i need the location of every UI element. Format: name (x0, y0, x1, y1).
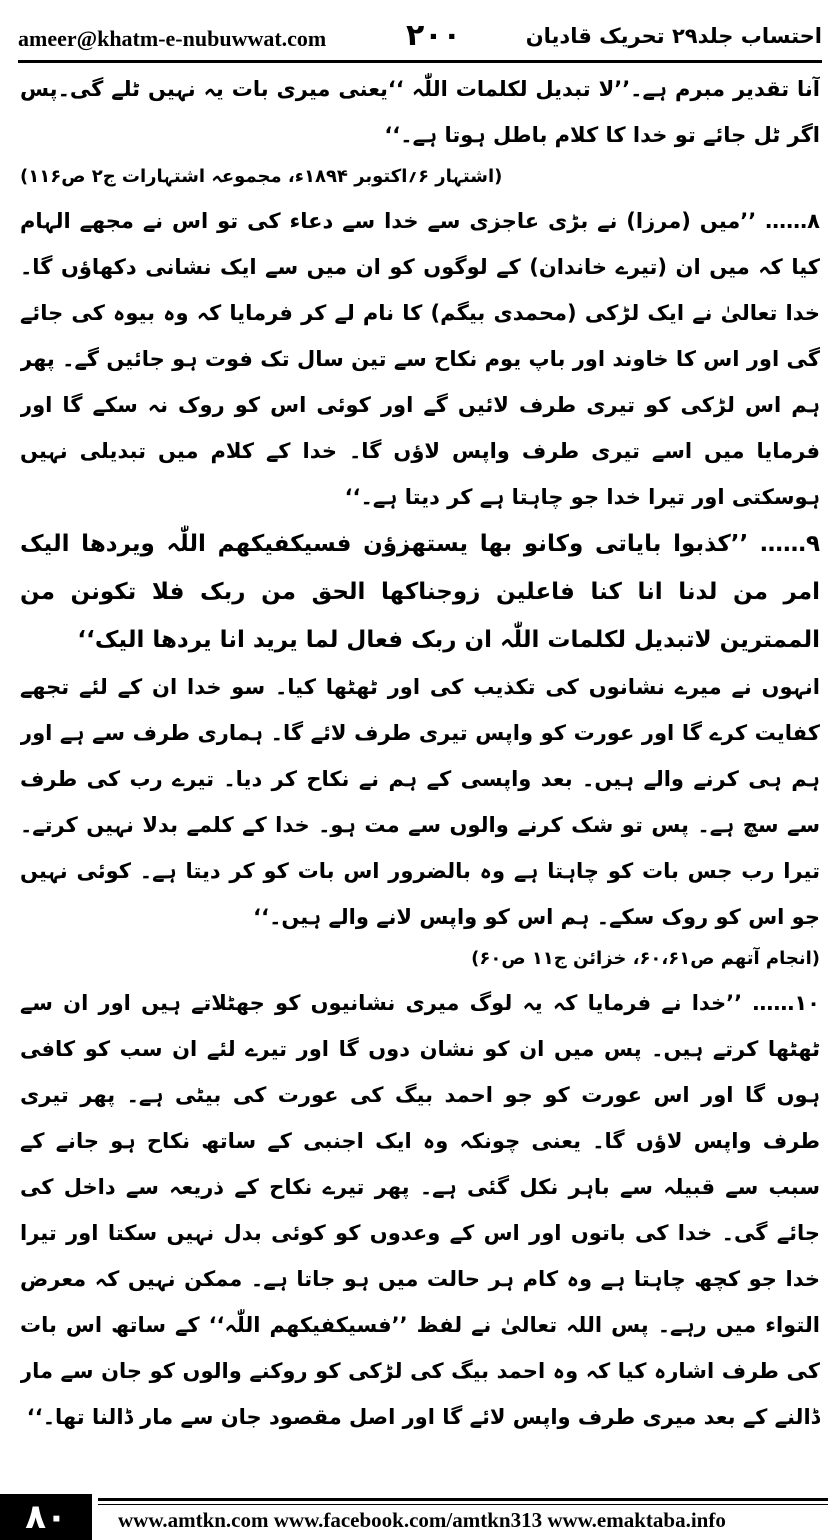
header-book-title: احتساب جلد۲۹ تحریک قادیان (525, 24, 822, 48)
paragraph-10: ۱۰…… ’’خدا نے فرمایا کہ یہ لوگ میری نشانیوں کو جھٹلاتے ہیں اور ان سے ٹھٹھا کرتے ہیں۔ پس میں ان کو نشان دوں گا اور تیرے لئے ان سب کو کافی ہوں گا اور اس عورت کو جو احمد بیگ کی عورت کی بیٹی ہے۔ پھر تیری طرف واپس لاؤں گا۔ یعنی چونکہ وہ ایک اجنبی کے ساتھ نکاح ہو جانے کے سبب سے قبیلہ سے باہر نکل گئی ہے۔ پھر تیرے نکاح کے ذریعہ سے داخل کی جائے گی۔ خدا کی باتوں اور اس کے وعدوں کو کوئی بدل نہیں سکتا اور تیرا خدا جو کچھ چاہتا ہے وہ کام ہر حالت میں ہو جاتا ہے۔ ممکن نہیں کہ معرض التواء میں رہے۔ پس اللہ تعالیٰ نے لفظ ’’فسیکفیکھم اللّٰہ‘‘ کے ساتھ اس بات کی طرف اشارہ کیا کہ وہ احمد بیگ کی لڑکی کو روکنے والوں کو جان سے مار ڈالنے کے بعد میری طرف واپس لائے گا اور اصل مقصود جان سے مار ڈالنا تھا۔‘‘ (20, 991, 820, 1429)
paragraph-8: ۸…… ’’میں (مرزا) نے بڑی عاجزی سے خدا سے دعاء کی تو اس نے مجھے الہام کیا کہ میں ان (تیرے خاندان) کے لوگوں کو ان میں سے ایک نشانی دکھاؤں گا۔ خدا تعالیٰ نے ایک لڑکی (محمدی بیگم) کا نام لے کر فرمایا کہ وہ بیوہ کی جائے گی اور اس کا خاوند اور باپ یوم نکاح سے تین سال تک فوت ہو جائیں گے۔ پھر ہم اس لڑکی کو تیری طرف لائیں گے اور کوئی اس کو روک نہ سکے گا اور فرمایا میں اسے تیری طرف واپس لاؤں گا۔ خدا کے کلام میں تبدیلی نہیں ہوسکتی اور تیرا خدا جو چاہتا ہے کر دیتا ہے۔‘‘ (20, 209, 820, 509)
paragraph-9-translation: انہوں نے میرے نشانوں کی تکذیب کی اور ٹھٹھا کیا۔ سو خدا ان کے لئے تجھے کفایت کرے گا اور عورت کو واپس تیری طرف لائے گا۔ ہماری طرف سے ہے اور ہم ہی کرنے والے ہیں۔ بعد واپسی کے ہم نے نکاح کر دیا۔ تیرے رب کی طرف سے سچ ہے۔ پس تو شک کرنے والوں سے مت ہو۔ خدا کے کلمے بدلا نہیں کرتے۔ تیرا رب جس بات کو چاہتا ہے وہ بالضرور اس بات کو کر دیتا ہے۔ کوئی نہیں جو اس کو روک سکے۔ ہم اس کو واپس لانے والے ہیں۔‘‘ (20, 675, 820, 929)
reference-2: (انجام آتھم ص۶۰،۶۱، خزائن ج۱۱ ص۶۰) (471, 948, 820, 969)
header-email: ameer@khatm-e-nubuwwat.com (18, 26, 327, 51)
footer-rule-thin (98, 1504, 828, 1505)
footer-rule (98, 1498, 828, 1501)
page-footer (0, 1490, 840, 1540)
reference-1: (اشتہار ۶؍اکتوبر ۱۸۹۴ء، مجموعہ اشتہارات ج۲ ص۱۱۶) (20, 166, 503, 187)
footer-page-number: ۸۰ (0, 1494, 92, 1540)
footer-urls: www.amtkn.com www.facebook.com/amtkn313 www.emaktaba.info (118, 1508, 726, 1532)
header-page-number: ۲۰۰ (406, 18, 461, 53)
page-body (20, 66, 820, 1486)
header-rule (18, 60, 822, 63)
page-header (18, 14, 822, 62)
paragraph-9-arabic: ۹…… ’’کذبوا بایاتی وکانو بھا یستھزؤن فسیکفیکھم اللّٰہ ویردھا الیک امر من لدنا انا کنا فاعلین زوجناکھا الحق من ربک فلا تکونن من الممترین لاتبدیل لکلمات اللّٰہ ان ربک فعال لما یرید انا یردھا الیک‘‘ (20, 531, 820, 653)
paragraph-1: آنا تقدیر مبرم ہے۔’’لا تبدیل لکلمات اللّٰہ ‘‘یعنی میری بات یہ نہیں ٹلے گی۔پس اگر ٹل جائے تو خدا کا کلام باطل ہوتا ہے۔‘‘ (20, 77, 820, 147)
